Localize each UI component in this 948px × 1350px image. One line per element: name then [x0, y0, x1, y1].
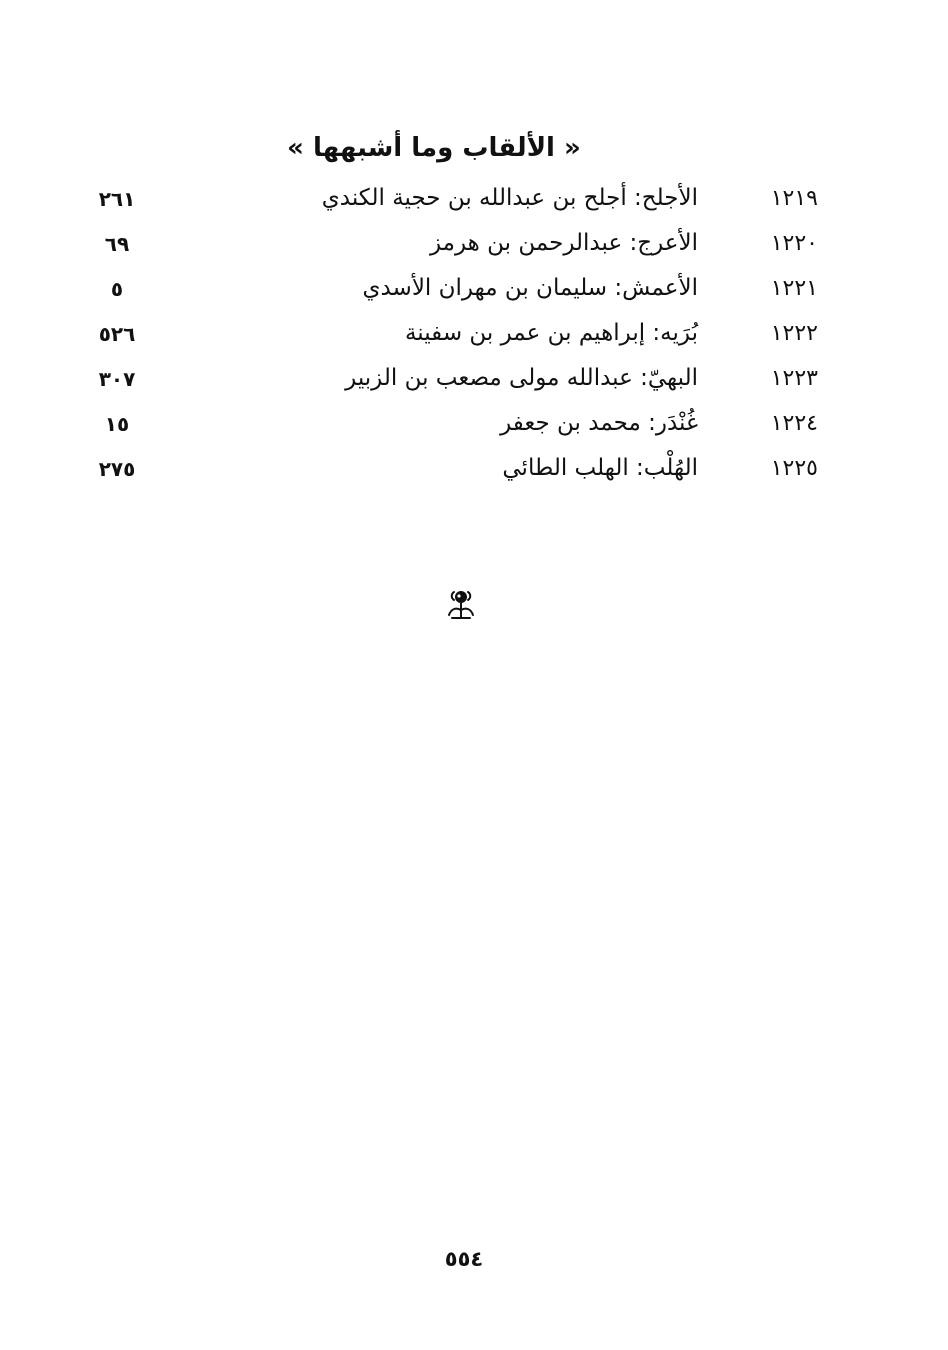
list-item	[0, 268, 948, 313]
list-item	[0, 358, 948, 403]
section-title: « الألقاب وما أشبهها »	[287, 133, 581, 163]
entry-text: غُنْدَر: محمد بن جعفر	[500, 410, 698, 436]
list-item	[0, 313, 948, 358]
entry-text: الأعمش: سليمان بن مهران الأسدي	[362, 275, 698, 301]
entry-number: ١٢٢٢	[770, 321, 818, 346]
floral-ornament-icon	[446, 588, 476, 620]
entry-text: البهيّ: عبدالله مولى مصعب بن الزبير	[345, 365, 698, 391]
entry-page-reference: ١٥	[104, 412, 130, 436]
entry-number: ١٢٢٣	[770, 366, 818, 391]
entry-page-reference: ٥٢٦	[98, 322, 136, 346]
entry-text: بُرَيه: إبراهيم بن عمر بن سفينة	[404, 320, 698, 346]
list-item	[0, 178, 948, 223]
list-item	[0, 403, 948, 448]
entry-page-reference: ٣٠٧	[98, 367, 136, 391]
entry-number: ١٢٢٠	[770, 231, 818, 256]
list-item	[0, 223, 948, 268]
entry-page-reference: ٥	[110, 277, 124, 301]
entry-text: الهُلْب: الهلب الطائي	[502, 455, 698, 481]
entry-text: الأجلح: أجلح بن عبدالله بن حجية الكندي	[321, 185, 698, 211]
entry-page-reference: ٢٦١	[98, 187, 136, 211]
page-number: ٥٥٤	[444, 1247, 484, 1271]
entry-page-reference: ٦٩	[104, 232, 130, 256]
entry-text: الأعرج: عبدالرحمن بن هرمز	[429, 230, 698, 256]
list-item	[0, 448, 948, 493]
entry-number: ١٢٢٤	[770, 411, 818, 436]
entry-number: ١٢١٩	[770, 186, 818, 211]
entry-number: ١٢٢٥	[770, 456, 818, 481]
entry-number: ١٢٢١	[770, 276, 818, 301]
entry-page-reference: ٢٧٥	[98, 457, 136, 481]
entries-list	[0, 178, 948, 493]
